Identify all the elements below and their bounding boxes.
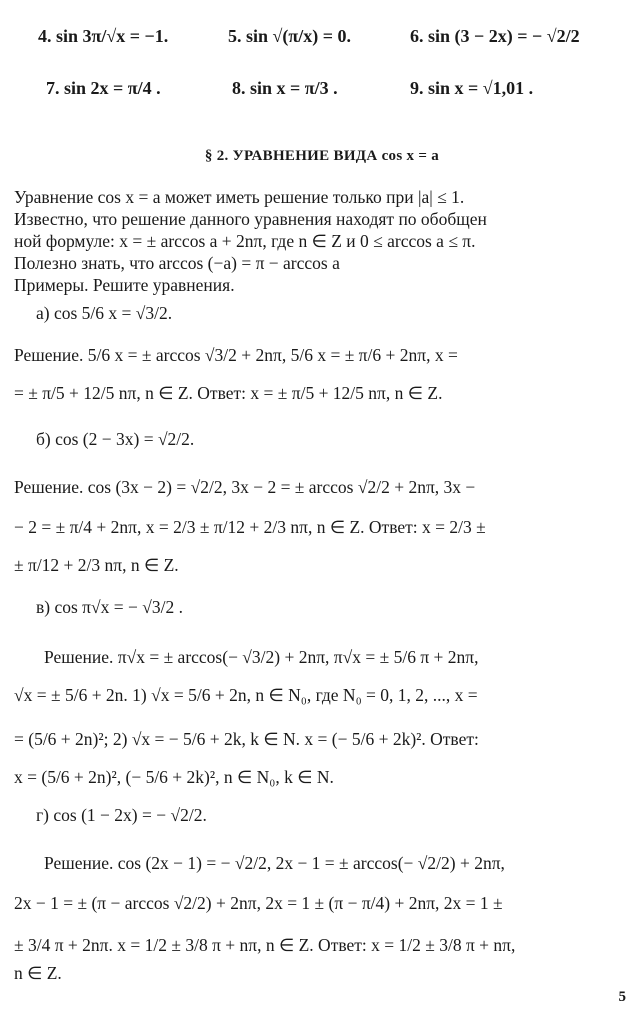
intro-line-3: ной формуле: x = ± arccos a + 2nπ, где n ∈ Z и 0 ≤ arccos a ≤ π. <box>14 231 476 251</box>
example-c-solution-3: = (5/6 + 2n)²; 2) √x = − 5/6 + 2k, k ∈ N. x = (− 5/6 + 2k)². Ответ: <box>14 729 479 749</box>
example-b-solution-3: ± π/12 + 2/3 nπ, n ∈ Z. <box>14 555 179 575</box>
exercise-4: 4. sin 3π/√x = −1. <box>38 26 169 46</box>
example-a-solution-1: Решение. 5/6 x = ± arccos √3/2 + 2nπ, 5/6 x = ± π/6 + 2nπ, x = <box>14 345 458 365</box>
example-a-solution-2: = ± π/5 + 12/5 nπ, n ∈ Z. Ответ: x = ± π/5 + 12/5 nπ, n ∈ Z. <box>14 383 443 403</box>
exercise-9: 9. sin x = √1,01 . <box>410 78 534 98</box>
example-d-solution-2: 2x − 1 = ± (π − arccos √2/2) + 2nπ, 2x = 1 ± (π − π/4) + 2nπ, 2x = 1 ± <box>14 893 503 913</box>
example-d-solution-4: n ∈ Z. <box>14 963 62 983</box>
example-c-solution-1: Решение. π√x = ± arccos(− √3/2) + 2nπ, π√x = ± 5/6 π + 2nπ, <box>44 647 479 667</box>
example-a-task: а) cos 5/6 x = √3/2. <box>36 303 173 323</box>
example-d-solution-3: ± 3/4 π + 2nπ. x = 1/2 ± 3/8 π + nπ, n ∈ Z. Ответ: x = 1/2 ± 3/8 π + nπ, <box>14 935 516 955</box>
example-c-task: в) cos π√x = − √3/2 . <box>36 597 183 617</box>
example-b-task: б) cos (2 − 3x) = √2/2. <box>36 429 195 449</box>
example-d-task: г) cos (1 − 2x) = − √2/2. <box>36 805 207 825</box>
example-b-solution-1: Решение. cos (3x − 2) = √2/2, 3x − 2 = ± arccos √2/2 + 2nπ, 3x − <box>14 477 476 497</box>
intro-line-1: Уравнение cos x = a может иметь решение только при |a| ≤ 1. <box>14 187 465 207</box>
exercise-6: 6. sin (3 − 2x) = − √2/2 <box>410 26 580 46</box>
example-c-solution-2: √x = ± 5/6 + 2n. 1) √x = 5/6 + 2n, n ∈ N₀, где N₀ = 0, 1, 2, ..., x = <box>14 685 478 705</box>
intro-line-5: Примеры. Решите уравнения. <box>14 275 235 295</box>
page-number: 5 <box>618 989 626 1005</box>
exercise-5: 5. sin √(π/x) = 0. <box>228 26 352 46</box>
section-heading: § 2. УРАВНЕНИЕ ВИДА cos x = a <box>204 148 440 164</box>
intro-line-4: Полезно знать, что arccos (−a) = π − arccos a <box>14 253 340 273</box>
exercise-7: 7. sin 2x = π/4 . <box>46 78 161 98</box>
exercise-8: 8. sin x = π/3 . <box>232 78 338 98</box>
example-d-solution-1: Решение. cos (2x − 1) = − √2/2, 2x − 1 = ± arccos(− √2/2) + 2nπ, <box>44 853 505 873</box>
example-b-solution-2: − 2 = ± π/4 + 2nπ, x = 2/3 ± π/12 + 2/3 nπ, n ∈ Z. Ответ: x = 2/3 ± <box>14 517 486 537</box>
example-c-solution-4: x = (5/6 + 2n)², (− 5/6 + 2k)², n ∈ N₀, k ∈ N. <box>14 767 334 787</box>
intro-line-2: Известно, что решение данного уравнения находят по обобщен <box>14 209 487 229</box>
